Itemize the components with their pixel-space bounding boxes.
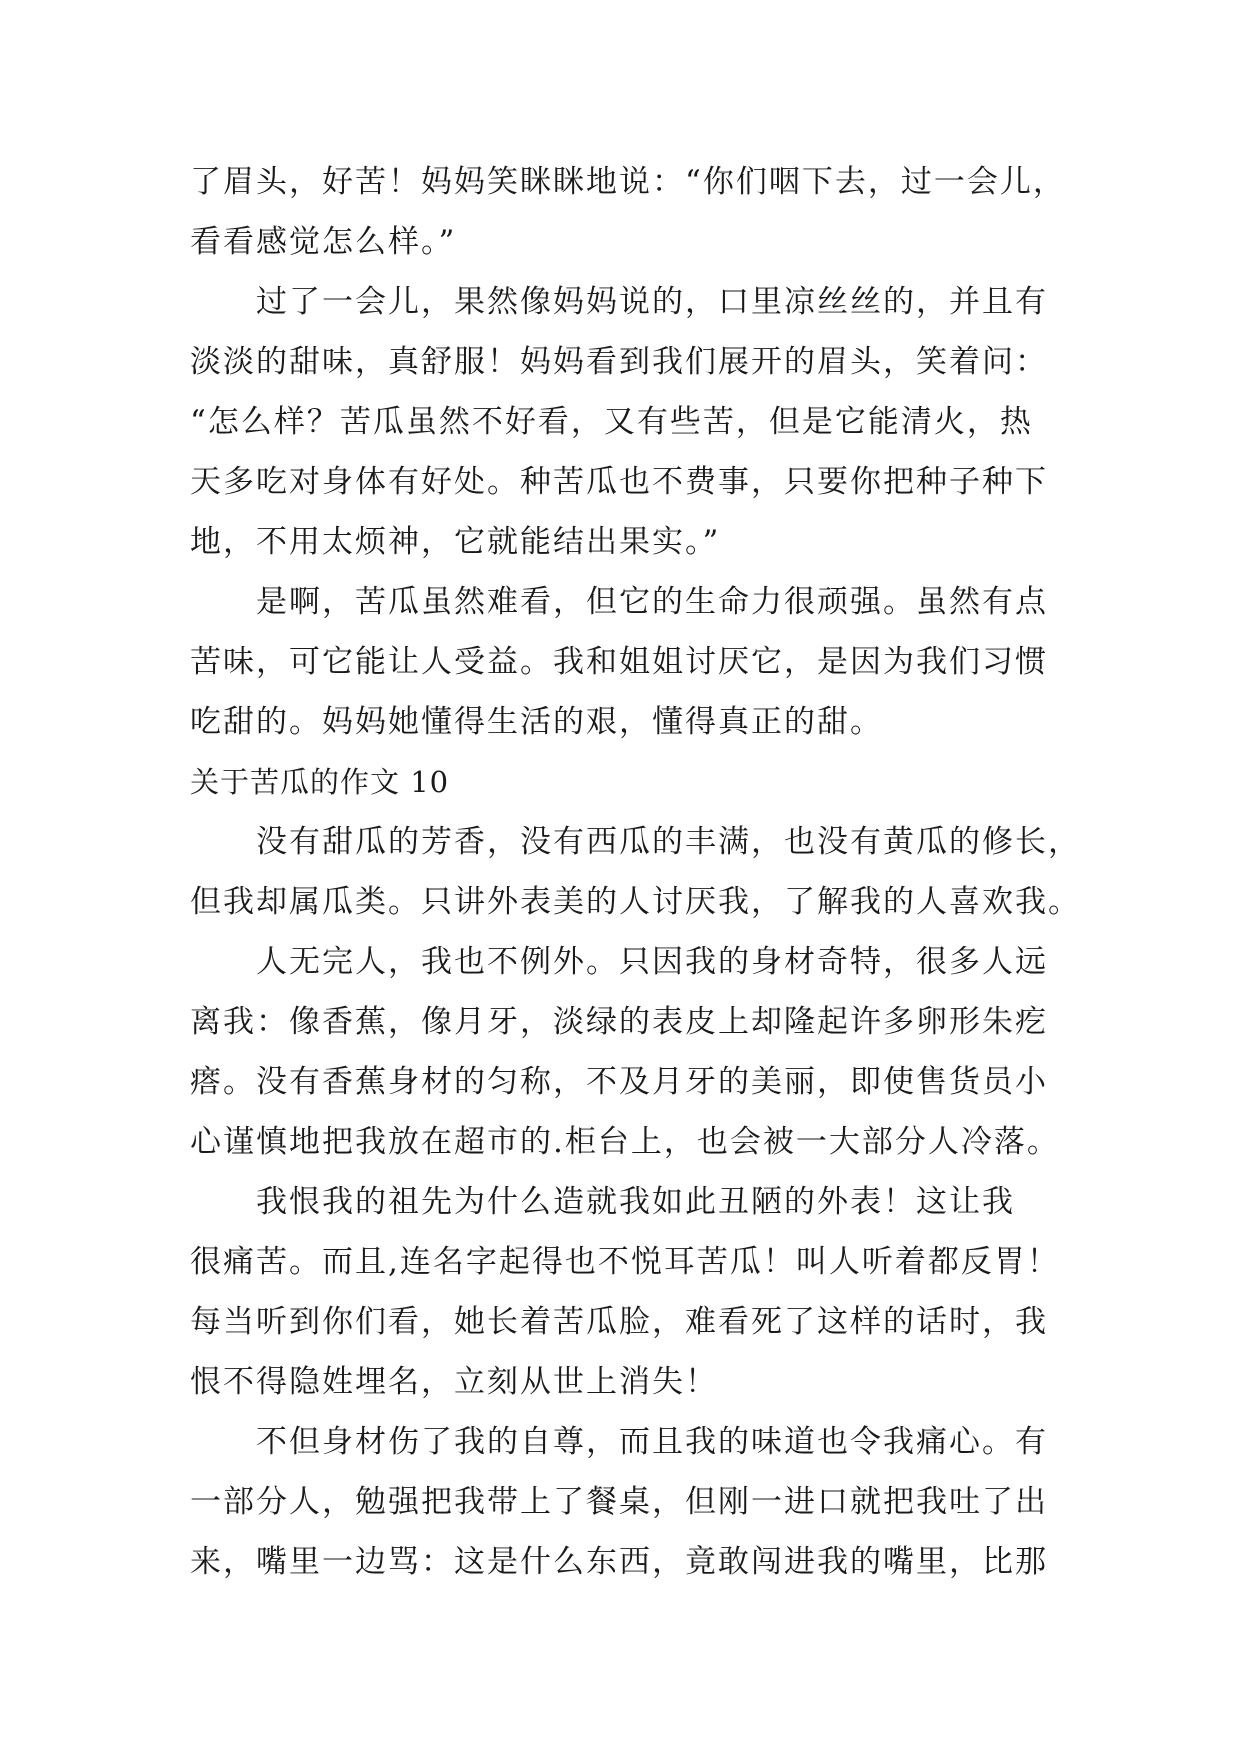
text-line: 是啊，苦瓜虽然难看，但它的生命力很顽强。虽然有点: [256, 584, 1048, 620]
text-line: 天多吃对身体有好处。种苦瓜也不费事，只要你把种子种下: [190, 464, 1048, 500]
text-line: 很痛苦。而且,连名字起得也不悦耳苦瓜！叫人听着都反胃！: [190, 1244, 1060, 1280]
text-line: 了眉头，好苦！妈妈笑眯眯地说：“你们咽下去，过一会儿，: [190, 164, 1066, 200]
text-line: 一部分人，勉强把我带上了餐桌，但刚一进口就把我吐了出: [190, 1484, 1048, 1520]
text-line: 每当听到你们看，她长着苦瓜脸，难看死了这样的话时，我: [190, 1304, 1048, 1340]
text-line: 过了一会儿，果然像妈妈说的，口里凉丝丝的，并且有: [256, 284, 1048, 320]
text-line: 没有甜瓜的芳香，没有西瓜的丰满，也没有黄瓜的修长，: [256, 824, 1081, 860]
text-line: 吃甜的。妈妈她懂得生活的艰，懂得真正的甜。: [190, 704, 883, 740]
section-heading: 关于苦瓜的作文 10: [190, 765, 450, 799]
text-line: 恨不得隐姓埋名，立刻从世上消失！: [190, 1364, 718, 1400]
text-line: 但我却属瓜类。只讲外表美的人讨厌我，了解我的人喜欢我。: [190, 884, 1081, 920]
text-line: 地，不用太烦神，它就能结出果实。”: [190, 524, 721, 560]
text-line: 淡淡的甜味，真舒服！妈妈看到我们展开的眉头，笑着问：: [190, 344, 1048, 380]
text-line: 不但身材伤了我的自尊，而且我的味道也令我痛心。有: [256, 1424, 1048, 1460]
text-line: 我恨我的祖先为什么造就我如此丑陋的外表！这让我: [256, 1184, 1015, 1220]
text-line: 瘩。没有香蕉身材的匀称，不及月牙的美丽，即使售货员小: [190, 1064, 1048, 1100]
text-line: 看看感觉怎么样。”: [190, 224, 457, 260]
text-line: 来，嘴里一边骂：这是什么东西，竟敢闯进我的嘴里，比那: [190, 1544, 1048, 1580]
text-line: 离我：像香蕉，像月牙，淡绿的表皮上却隆起许多卵形朱疙: [190, 1004, 1048, 1040]
text-line: 人无完人，我也不例外。只因我的身材奇特，很多人远: [256, 944, 1048, 980]
text-line: 心谨慎地把我放在超市的.柜台上，也会被一大部分人冷落。: [190, 1124, 1060, 1160]
text-line: “怎么样？苦瓜虽然不好看，又有些苦，但是它能清火，热: [190, 404, 1033, 440]
document-body: [190, 152, 1081, 1592]
text-line: 苦味，可它能让人受益。我和姐姐讨厌它，是因为我们习惯: [190, 644, 1048, 680]
